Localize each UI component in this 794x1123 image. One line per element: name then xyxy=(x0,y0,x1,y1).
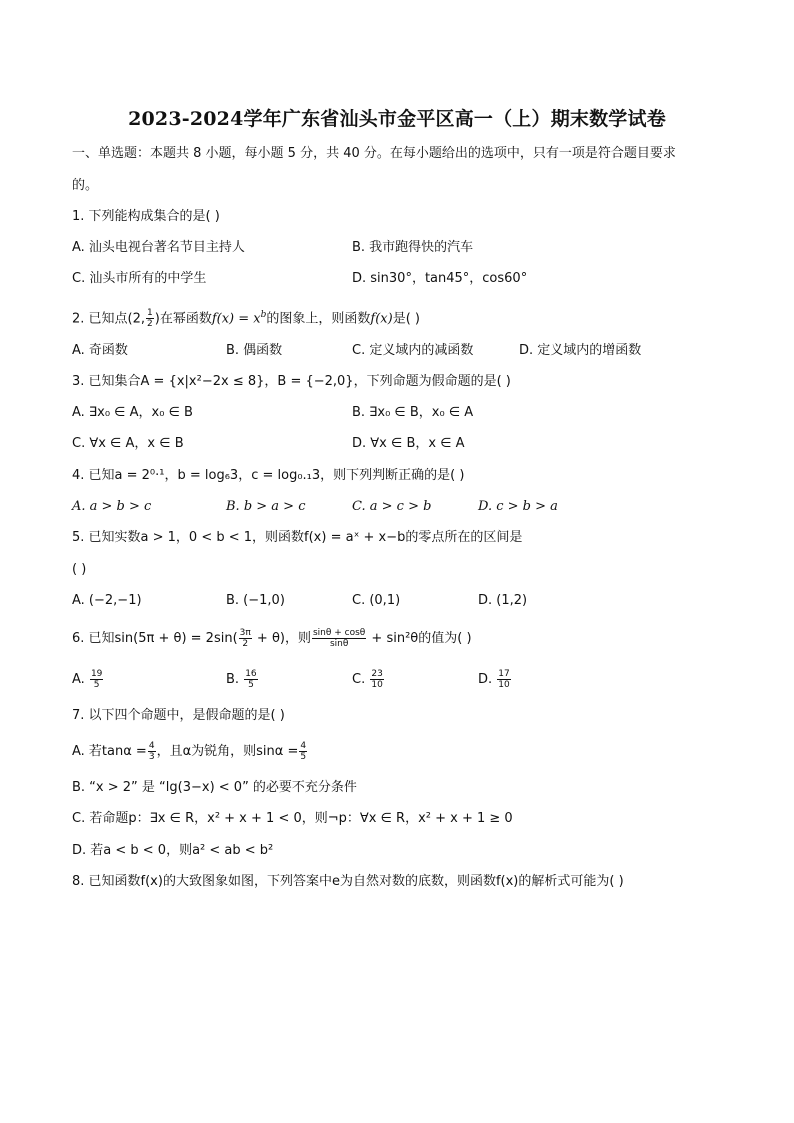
q6-option-a-num: 19 xyxy=(90,669,103,679)
q6-option-b xyxy=(226,669,259,690)
q1-option-b: B. 我市跑得快的汽车 xyxy=(352,240,474,255)
q7-option-a-pre: A. 若tanα = xyxy=(72,744,147,759)
q2-option-c: C. 定义域内的减函数 xyxy=(352,343,474,358)
q2-fraction xyxy=(146,308,154,329)
q6-fraction-2-den: sinθ xyxy=(329,639,349,649)
q5-option-c: C. (0,1) xyxy=(352,593,401,608)
q7-option-a-frac2-den: 5 xyxy=(300,752,307,762)
q6-fraction-1-den: 2 xyxy=(242,639,249,649)
q1-option-a: A. 汕头电视台著名节目主持人 xyxy=(72,240,245,255)
q7-option-a-mid: ，且α为锐角，则sinα = xyxy=(156,744,299,759)
q3-option-a: A. ∃x₀ ∈ A，x₀ ∈ B xyxy=(72,405,193,420)
q6-stem-mid: + θ)，则 xyxy=(252,631,311,646)
q6-option-c xyxy=(352,669,385,690)
q6-option-c-num: 23 xyxy=(371,669,383,679)
q2-option-d: D. 定义域内的增函数 xyxy=(519,343,642,358)
q6-option-a-label: A. xyxy=(72,672,85,687)
q7-option-a-frac1-den: 3 xyxy=(148,752,155,762)
q7-option-a-frac2-num: 4 xyxy=(300,741,307,751)
q4-option-d: D. c > b > a xyxy=(478,499,558,514)
q7-option-a xyxy=(72,741,308,762)
q5-stem: 5. 已知实数a > 1，0 < b < 1，则函数f(x) = aˣ + x−b的零点所在的区间是 xyxy=(72,530,523,545)
section-instructions-line1: 一、单选题：本题共 8 小题，每小题 5 分，共 40 分。在每小题给出的选项中，只有一项是符合题目要求 xyxy=(72,146,676,161)
q2-fraction-num: 1 xyxy=(147,308,153,319)
q7-stem: 7. 以下四个命题中，是假命题的是( ) xyxy=(72,708,285,723)
q2-stem-post: 的图象上，则函数 xyxy=(266,311,371,327)
q3-stem: 3. 已知集合A = {x|x²−2x ≤ 8}，B = {−2,0}，下列命题为假命题的是( ) xyxy=(72,374,511,389)
q7-option-a-frac1-num: 4 xyxy=(148,741,155,751)
q3-option-c: C. ∀x ∈ A，x ∈ B xyxy=(72,436,184,451)
q6-stem-post: + sin²θ的值为( ) xyxy=(367,631,472,646)
q6-option-c-label: C. xyxy=(352,672,366,687)
q2-function-2: f(x) xyxy=(370,311,393,327)
q1-option-c: C. 汕头市所有的中学生 xyxy=(72,271,207,286)
q2-stem-mid: )在幂函数 xyxy=(154,311,212,327)
q4-option-a: A. a > b > c xyxy=(72,499,152,514)
q2-stem xyxy=(72,306,420,329)
q1-stem: 1. 下列能构成集合的是( ) xyxy=(72,209,220,224)
q6-stem-pre: 6. 已知sin(5π + θ) = 2sin( xyxy=(72,631,238,646)
q4-option-b: B. b > a > c xyxy=(226,499,306,514)
q6-option-b-num: 16 xyxy=(245,669,257,679)
q5-option-d: D. (1,2) xyxy=(478,593,528,608)
q7-option-d: D. 若a < b < 0，则a² < ab < b² xyxy=(72,843,274,858)
q3-option-d: D. ∀x ∈ B，x ∈ A xyxy=(352,436,465,451)
q2-exponent: b xyxy=(260,310,267,320)
q6-option-c-den: 10 xyxy=(371,680,383,690)
q4-option-c: C. a > c > b xyxy=(352,499,432,514)
q5-stem-paren: ( ) xyxy=(72,562,87,577)
q6-option-b-den: 5 xyxy=(248,680,254,690)
q6-option-b-label: B. xyxy=(226,672,240,687)
q2-stem-pre: 2. 已知点(2, xyxy=(72,311,146,327)
page-title: 2023-2024学年广东省汕头市金平区高一（上）期末数学试卷 xyxy=(128,108,666,130)
q6-option-d-den: 10 xyxy=(498,680,510,690)
q2-option-a: A. 奇函数 xyxy=(72,343,128,358)
q6-option-d-num: 17 xyxy=(498,669,510,679)
q3-option-b: B. ∃x₀ ∈ B，x₀ ∈ A xyxy=(352,405,474,420)
q6-option-a-den: 5 xyxy=(93,680,100,690)
q8-stem: 8. 已知函数f(x)的大致图象如图，下列答案中e为自然对数的底数，则函数f(x)的解析式可能为( ) xyxy=(72,874,624,889)
q2-fraction-den: 2 xyxy=(147,319,153,330)
q5-option-b: B. (−1,0) xyxy=(226,593,285,608)
q6-fraction-1-num: 3π xyxy=(239,628,251,638)
q2-stem-end: 是( ) xyxy=(392,311,420,327)
q6-stem xyxy=(72,628,472,649)
q2-option-b: B. 偶函数 xyxy=(226,343,283,358)
q6-option-a xyxy=(72,669,104,690)
q6-option-d xyxy=(478,669,512,690)
q2-function: f(x) = x xyxy=(211,311,261,327)
q6-fraction-2 xyxy=(312,628,366,649)
q5-option-a: A. (−2,−1) xyxy=(72,593,142,608)
q7-option-c: C. 若命题p：∃x ∈ R，x² + x + 1 < 0，则¬p：∀x ∈ R，x² + x + 1 ≥ 0 xyxy=(72,811,513,826)
q6-option-d-label: D. xyxy=(478,672,493,687)
q6-fraction-1 xyxy=(239,628,252,649)
q4-stem: 4. 已知a = 2⁰·¹，b = log₆3，c = log₀.₁3，则下列判断正确的是( ) xyxy=(72,468,465,483)
q1-option-d: D. sin30°，tan45°，cos60° xyxy=(352,271,528,286)
q7-option-b: B. “x > 2” 是 “lg(3−x) < 0” 的必要不充分条件 xyxy=(72,780,357,795)
q6-fraction-2-num: sinθ + cosθ xyxy=(312,628,366,638)
section-instructions-line2: 的。 xyxy=(72,178,99,193)
